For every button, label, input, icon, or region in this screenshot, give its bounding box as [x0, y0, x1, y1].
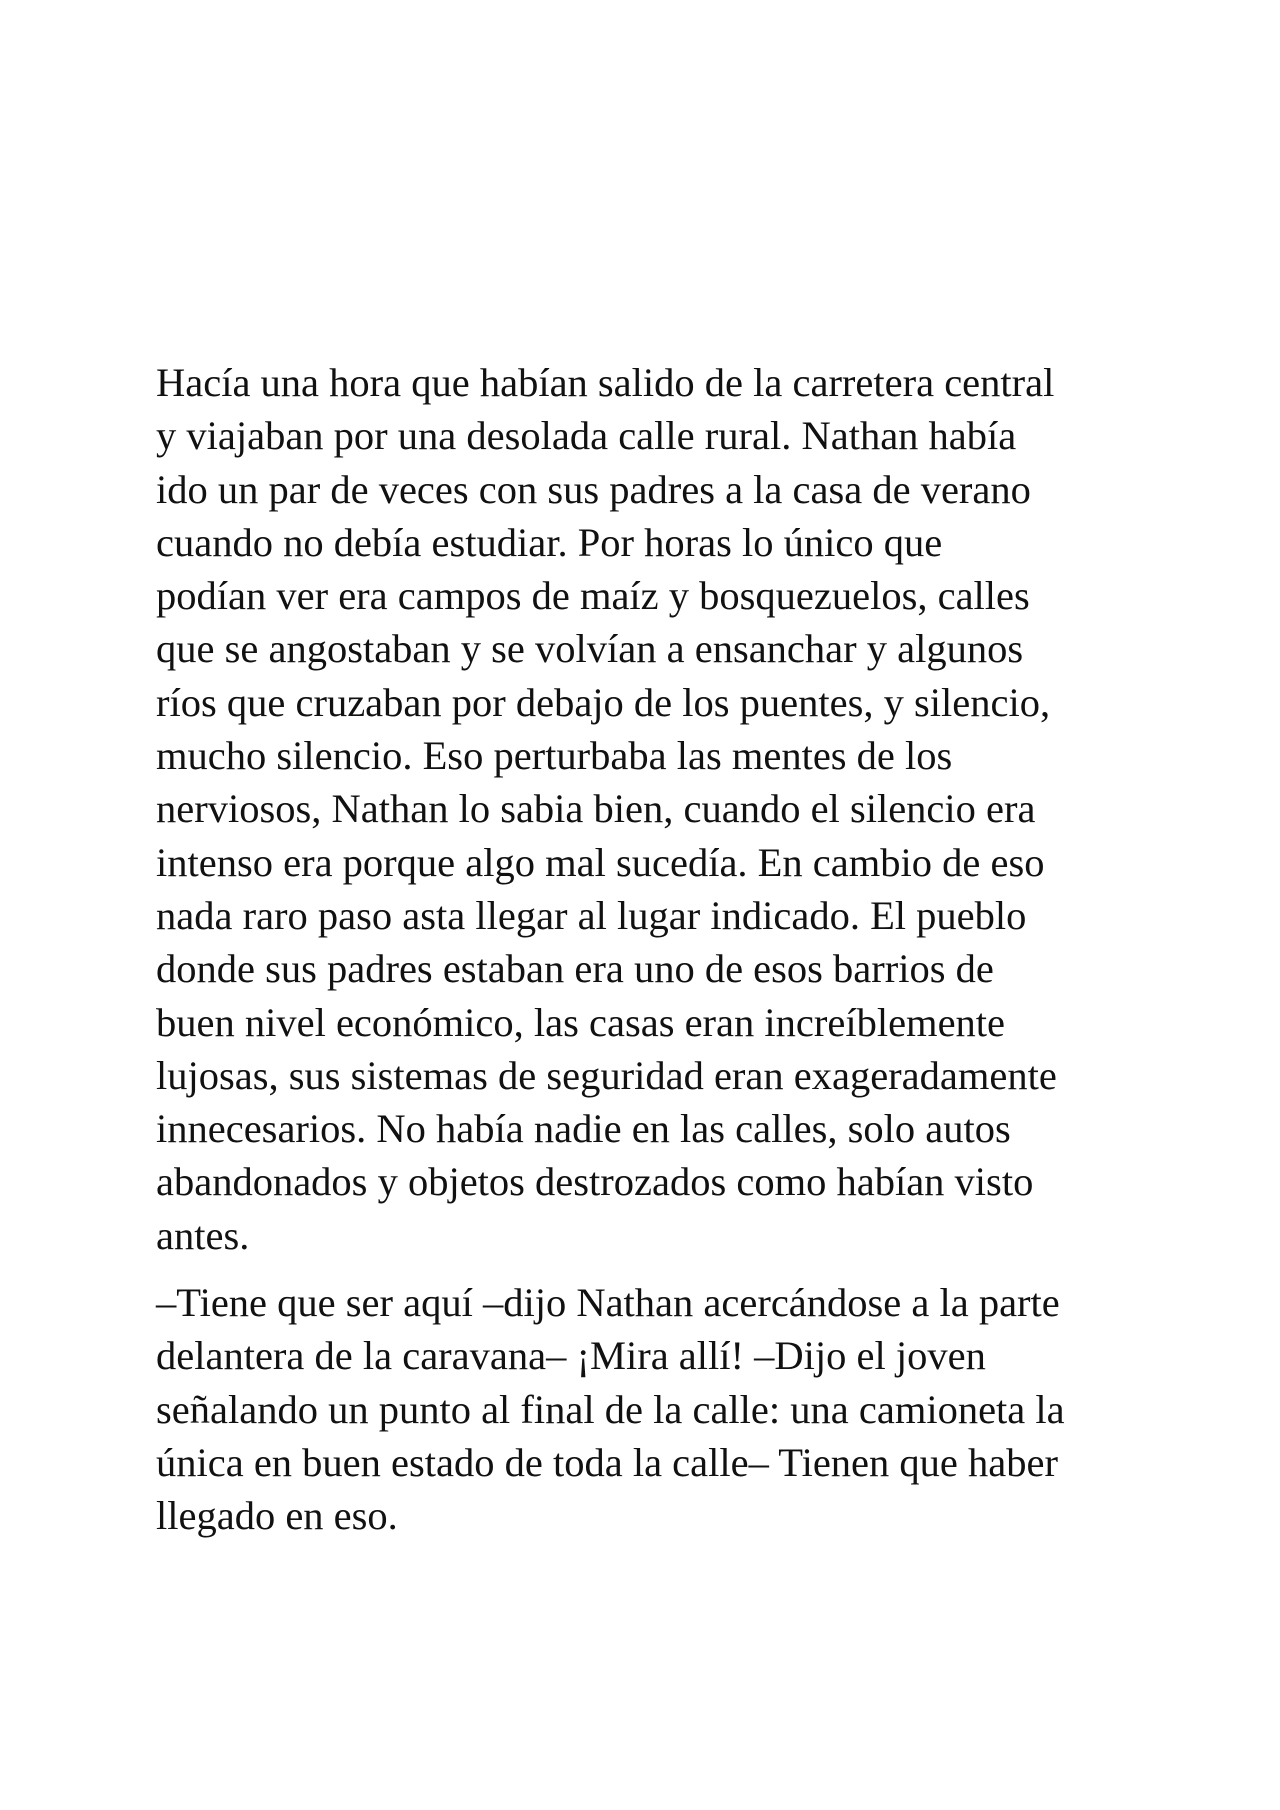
text-line: señalando un punto al final de la calle: una camioneta la — [156, 1386, 1065, 1432]
text-line: nada raro paso asta llegar al lugar indicado. El pueblo — [156, 892, 1027, 938]
text-line: ríos que cruzaban por debajo de los puentes, y silencio, — [156, 679, 1051, 725]
text-line: que se angostaban y se volvían a ensanchar y algunos — [156, 626, 1024, 672]
text-line: podían ver era campos de maíz y bosquezuelos, calles — [156, 573, 1030, 619]
body-text — [156, 356, 1166, 1543]
text-line: innecesarios. No había nadie en las calles, solo autos — [156, 1106, 1011, 1152]
text-line: abandonados y objetos destrozados como habían visto — [156, 1159, 1034, 1205]
text-line: Hacía una hora que habían salido de la carretera central — [156, 360, 1055, 405]
text-line: ido un par de veces con sus padres a la casa de verano — [156, 466, 1031, 512]
paragraph-spacer — [156, 1262, 1166, 1276]
text-line: antes. — [156, 1212, 250, 1258]
text-line: intenso era porque algo mal sucedía. En cambio de eso — [156, 839, 1045, 885]
text-line: buen nivel económico, las casas eran increíblemente — [156, 999, 1006, 1045]
text-line: –Tiene que ser aquí –dijo Nathan acercándose a la parte — [156, 1280, 1060, 1326]
text-line: nerviosos, Nathan lo sabia bien, cuando el silencio era — [156, 786, 1036, 832]
text-line: lujosas, sus sistemas de seguridad eran exageradamente — [156, 1052, 1057, 1098]
text-line: única en buen estado de toda la calle– Tienen que haber — [156, 1439, 1058, 1485]
paragraph-1 — [156, 356, 1166, 1262]
text-line: llegado en eso. — [156, 1493, 398, 1539]
text-line: cuando no debía estudiar. Por horas lo único que — [156, 519, 943, 565]
text-line: donde sus padres estaban era uno de esos barrios de — [156, 946, 994, 992]
text-line: delantera de la caravana– ¡Mira allí! –Dijo el joven — [156, 1333, 986, 1379]
paragraph-2 — [156, 1276, 1166, 1542]
text-line: mucho silencio. Eso perturbaba las mentes de los — [156, 733, 953, 779]
text-line: y viajaban por una desolada calle rural. Nathan había — [156, 413, 1017, 459]
